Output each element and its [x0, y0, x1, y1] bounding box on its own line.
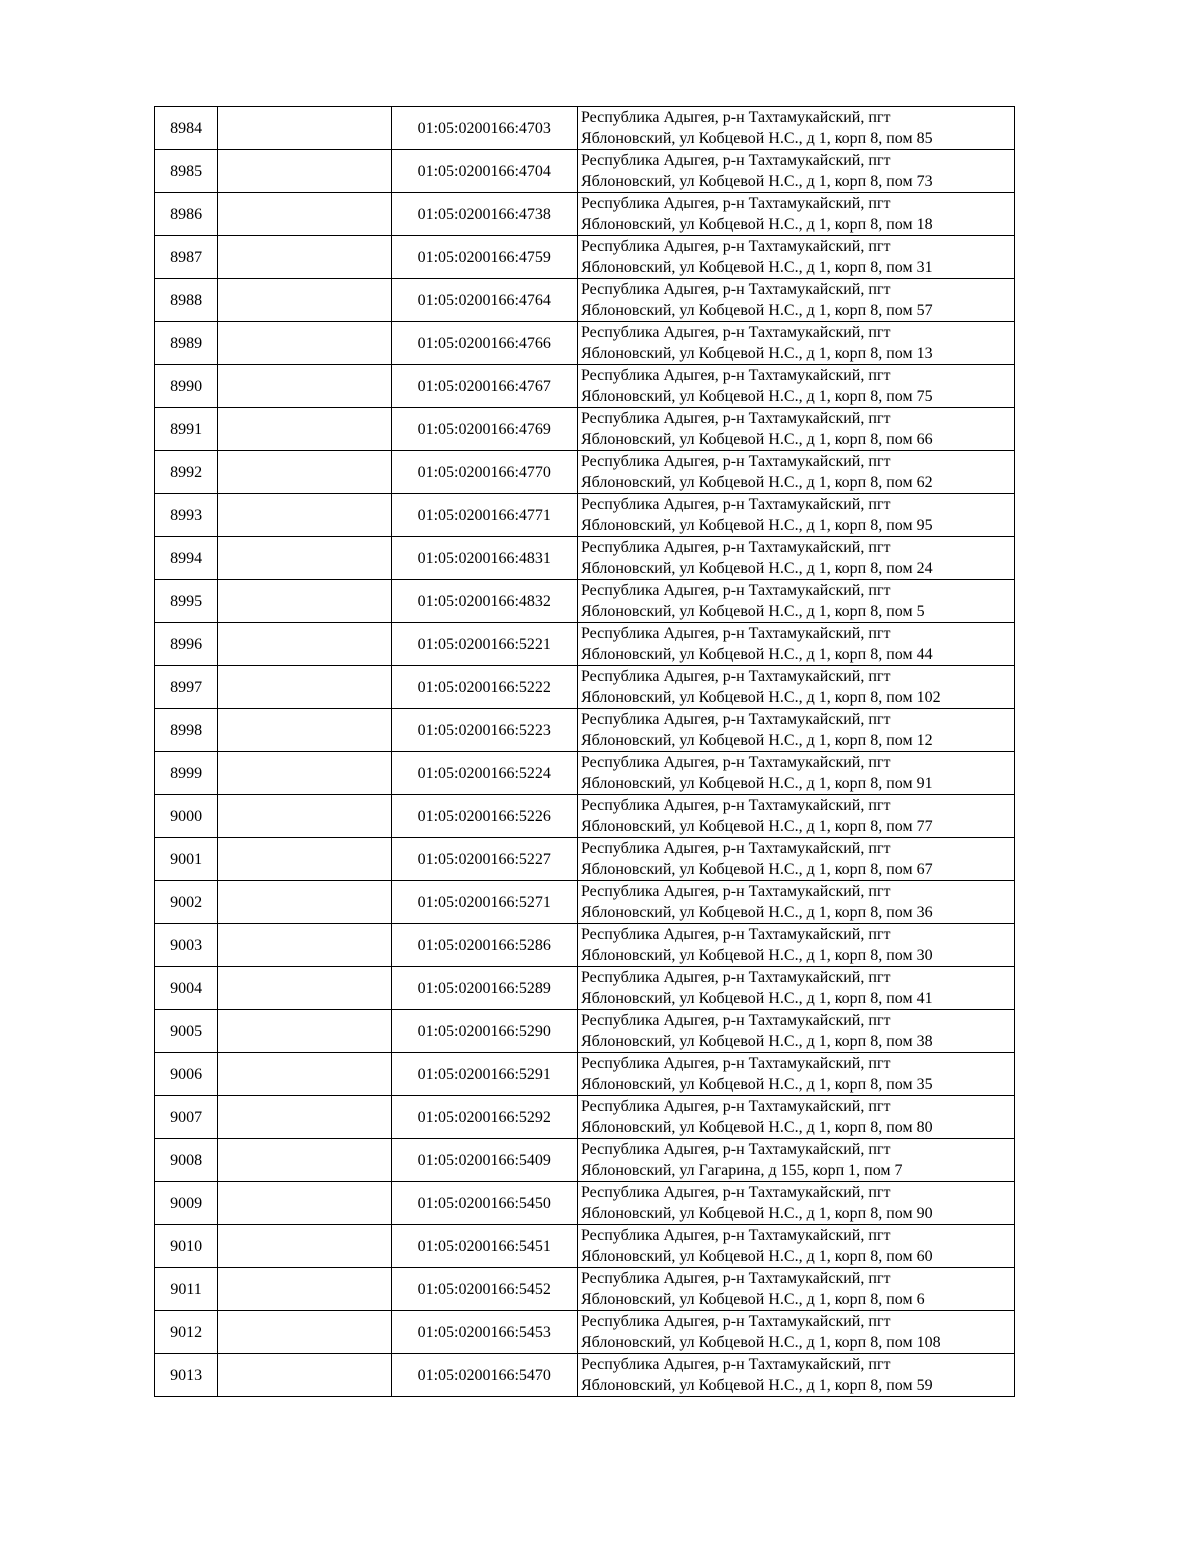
address-line-1: Республика Адыгея, р-н Тахтамукайский, пгт [580, 109, 891, 126]
table-row [155, 795, 1015, 838]
address-line-2: Яблоновский, ул Кобцевой Н.С., д 1, корп 8, пом 5 [580, 603, 925, 620]
row-number-cell: 8984 [155, 107, 218, 150]
owner-cell [218, 451, 391, 494]
address-cell [577, 881, 1014, 924]
address-line-1: Республика Адыгея, р-н Тахтамукайский, пгт [580, 1270, 891, 1287]
table-row [155, 279, 1015, 322]
address-line-1: Республика Адыгея, р-н Тахтамукайский, пгт [580, 1012, 891, 1029]
address-line-2: Яблоновский, ул Кобцевой Н.С., д 1, корп 8, пом 38 [580, 1033, 933, 1050]
address-cell [577, 967, 1014, 1010]
address-line-2: Яблоновский, ул Кобцевой Н.С., д 1, корп 8, пом 95 [580, 517, 933, 534]
address-cell [577, 795, 1014, 838]
address-line-2: Яблоновский, ул Кобцевой Н.С., д 1, корп 8, пом 80 [580, 1119, 933, 1136]
cadastral-number-cell: 01:05:0200166:5286 [391, 924, 577, 967]
row-number-cell: 9005 [155, 1010, 218, 1053]
registry-table [154, 106, 1015, 1397]
row-number-cell: 8989 [155, 322, 218, 365]
address-cell [577, 365, 1014, 408]
cadastral-number-cell: 01:05:0200166:4704 [391, 150, 577, 193]
cadastral-number-cell: 01:05:0200166:4766 [391, 322, 577, 365]
cadastral-number-cell: 01:05:0200166:4769 [391, 408, 577, 451]
cadastral-number-cell: 01:05:0200166:4738 [391, 193, 577, 236]
address-cell [577, 623, 1014, 666]
address-cell [577, 150, 1014, 193]
table-row [155, 580, 1015, 623]
row-number-cell: 9001 [155, 838, 218, 881]
owner-cell [218, 1268, 391, 1311]
address-line-2: Яблоновский, ул Кобцевой Н.С., д 1, корп 8, пом 36 [580, 904, 933, 921]
table-row [155, 408, 1015, 451]
owner-cell [218, 1096, 391, 1139]
row-number-cell: 9003 [155, 924, 218, 967]
owner-cell [218, 1311, 391, 1354]
table-row [155, 709, 1015, 752]
owner-cell [218, 279, 391, 322]
address-line-2: Яблоновский, ул Кобцевой Н.С., д 1, корп 8, пом 12 [580, 732, 933, 749]
cadastral-number-cell: 01:05:0200166:5227 [391, 838, 577, 881]
address-line-1: Республика Адыгея, р-н Тахтамукайский, пгт [580, 1055, 891, 1072]
address-line-2: Яблоновский, ул Кобцевой Н.С., д 1, корп 8, пом 67 [580, 861, 933, 878]
address-line-1: Республика Адыгея, р-н Тахтамукайский, пгт [580, 926, 891, 943]
address-line-1: Республика Адыгея, р-н Тахтамукайский, пгт [580, 1227, 891, 1244]
cadastral-number-cell: 01:05:0200166:4771 [391, 494, 577, 537]
address-line-1: Республика Адыгея, р-н Тахтамукайский, пгт [580, 195, 891, 212]
address-cell [577, 537, 1014, 580]
address-line-1: Республика Адыгея, р-н Тахтамукайский, пгт [580, 496, 891, 513]
address-line-1: Республика Адыгея, р-н Тахтамукайский, пгт [580, 582, 891, 599]
owner-cell [218, 494, 391, 537]
address-line-1: Республика Адыгея, р-н Тахтамукайский, пгт [580, 453, 891, 470]
row-number-cell: 9004 [155, 967, 218, 1010]
row-number-cell: 9012 [155, 1311, 218, 1354]
row-number-cell: 8994 [155, 537, 218, 580]
table-row [155, 193, 1015, 236]
address-cell [577, 1268, 1014, 1311]
row-number-cell: 8998 [155, 709, 218, 752]
table-row [155, 1139, 1015, 1182]
row-number-cell: 8986 [155, 193, 218, 236]
address-cell [577, 1354, 1014, 1397]
address-line-2: Яблоновский, ул Кобцевой Н.С., д 1, корп 8, пом 57 [580, 302, 933, 319]
address-line-2: Яблоновский, ул Кобцевой Н.С., д 1, корп 8, пом 91 [580, 775, 933, 792]
row-number-cell: 8992 [155, 451, 218, 494]
address-cell [577, 494, 1014, 537]
owner-cell [218, 365, 391, 408]
owner-cell [218, 967, 391, 1010]
owner-cell [218, 322, 391, 365]
address-cell [577, 1311, 1014, 1354]
owner-cell [218, 924, 391, 967]
address-line-2: Яблоновский, ул Кобцевой Н.С., д 1, корп 8, пом 30 [580, 947, 933, 964]
table-row [155, 322, 1015, 365]
address-line-2: Яблоновский, ул Кобцевой Н.С., д 1, корп 8, пом 73 [580, 173, 933, 190]
cadastral-number-cell: 01:05:0200166:5289 [391, 967, 577, 1010]
owner-cell [218, 795, 391, 838]
table-row [155, 365, 1015, 408]
table-row [155, 1053, 1015, 1096]
table-row [155, 236, 1015, 279]
cadastral-number-cell: 01:05:0200166:5222 [391, 666, 577, 709]
cadastral-number-cell: 01:05:0200166:5450 [391, 1182, 577, 1225]
address-cell [577, 451, 1014, 494]
row-number-cell: 9007 [155, 1096, 218, 1139]
table-row [155, 881, 1015, 924]
address-line-2: Яблоновский, ул Кобцевой Н.С., д 1, корп 8, пом 6 [580, 1291, 925, 1308]
address-line-1: Республика Адыгея, р-н Тахтамукайский, пгт [580, 969, 891, 986]
address-line-2: Яблоновский, ул Кобцевой Н.С., д 1, корп 8, пом 24 [580, 560, 933, 577]
table-row [155, 1182, 1015, 1225]
address-cell [577, 1010, 1014, 1053]
address-line-2: Яблоновский, ул Кобцевой Н.С., д 1, корп 8, пом 90 [580, 1205, 933, 1222]
address-line-2: Яблоновский, ул Кобцевой Н.С., д 1, корп 8, пом 77 [580, 818, 933, 835]
address-line-2: Яблоновский, ул Кобцевой Н.С., д 1, корп 8, пом 62 [580, 474, 933, 491]
address-cell [577, 107, 1014, 150]
address-line-2: Яблоновский, ул Кобцевой Н.С., д 1, корп 8, пом 59 [580, 1377, 933, 1394]
row-number-cell: 8997 [155, 666, 218, 709]
owner-cell [218, 1354, 391, 1397]
owner-cell [218, 623, 391, 666]
row-number-cell: 9011 [155, 1268, 218, 1311]
address-line-2: Яблоновский, ул Кобцевой Н.С., д 1, корп 8, пом 44 [580, 646, 933, 663]
table-row [155, 537, 1015, 580]
address-line-2: Яблоновский, ул Кобцевой Н.С., д 1, корп 8, пом 75 [580, 388, 933, 405]
owner-cell [218, 408, 391, 451]
owner-cell [218, 193, 391, 236]
owner-cell [218, 236, 391, 279]
row-number-cell: 8985 [155, 150, 218, 193]
cadastral-number-cell: 01:05:0200166:4703 [391, 107, 577, 150]
address-line-2: Яблоновский, ул Гагарина, д 155, корп 1, пом 7 [580, 1162, 903, 1179]
cadastral-number-cell: 01:05:0200166:5292 [391, 1096, 577, 1139]
cadastral-number-cell: 01:05:0200166:5223 [391, 709, 577, 752]
address-line-1: Республика Адыгея, р-н Тахтамукайский, пгт [580, 410, 891, 427]
address-cell [577, 924, 1014, 967]
cadastral-number-cell: 01:05:0200166:4832 [391, 580, 577, 623]
address-cell [577, 838, 1014, 881]
address-cell [577, 279, 1014, 322]
cadastral-number-cell: 01:05:0200166:5224 [391, 752, 577, 795]
address-cell [577, 1096, 1014, 1139]
table-row [155, 1311, 1015, 1354]
address-cell [577, 236, 1014, 279]
address-line-1: Республика Адыгея, р-н Тахтамукайский, пгт [580, 539, 891, 556]
cadastral-number-cell: 01:05:0200166:5451 [391, 1225, 577, 1268]
owner-cell [218, 709, 391, 752]
row-number-cell: 9006 [155, 1053, 218, 1096]
address-line-1: Республика Адыгея, р-н Тахтамукайский, пгт [580, 711, 891, 728]
table-row [155, 1225, 1015, 1268]
table-row [155, 1096, 1015, 1139]
owner-cell [218, 1010, 391, 1053]
address-cell [577, 752, 1014, 795]
address-line-1: Республика Адыгея, р-н Тахтамукайский, пгт [580, 840, 891, 857]
address-line-1: Республика Адыгея, р-н Тахтамукайский, пгт [580, 754, 891, 771]
address-cell [577, 322, 1014, 365]
address-cell [577, 193, 1014, 236]
owner-cell [218, 580, 391, 623]
address-line-1: Республика Адыгея, р-н Тахтамукайский, пгт [580, 367, 891, 384]
address-line-1: Республика Адыгея, р-н Тахтамукайский, пгт [580, 1184, 891, 1201]
address-line-1: Республика Адыгея, р-н Тахтамукайский, пгт [580, 238, 891, 255]
address-cell [577, 709, 1014, 752]
row-number-cell: 8993 [155, 494, 218, 537]
cadastral-number-cell: 01:05:0200166:4759 [391, 236, 577, 279]
cadastral-number-cell: 01:05:0200166:5226 [391, 795, 577, 838]
cadastral-number-cell: 01:05:0200166:4764 [391, 279, 577, 322]
owner-cell [218, 107, 391, 150]
table-row [155, 623, 1015, 666]
address-line-2: Яблоновский, ул Кобцевой Н.С., д 1, корп 8, пом 31 [580, 259, 933, 276]
address-line-2: Яблоновский, ул Кобцевой Н.С., д 1, корп 8, пом 85 [580, 130, 933, 147]
row-number-cell: 8987 [155, 236, 218, 279]
table-row [155, 494, 1015, 537]
table-row [155, 924, 1015, 967]
address-line-1: Республика Адыгея, р-н Тахтамукайский, пгт [580, 797, 891, 814]
address-line-1: Республика Адыгея, р-н Тахтамукайский, пгт [580, 1313, 891, 1330]
owner-cell [218, 1139, 391, 1182]
address-line-2: Яблоновский, ул Кобцевой Н.С., д 1, корп 8, пом 35 [580, 1076, 933, 1093]
address-line-2: Яблоновский, ул Кобцевой Н.С., д 1, корп 8, пом 66 [580, 431, 933, 448]
row-number-cell: 9002 [155, 881, 218, 924]
table-row [155, 451, 1015, 494]
owner-cell [218, 1225, 391, 1268]
address-line-2: Яблоновский, ул Кобцевой Н.С., д 1, корп 8, пом 108 [580, 1334, 941, 1351]
table-row [155, 838, 1015, 881]
address-line-1: Республика Адыгея, р-н Тахтамукайский, пгт [580, 883, 891, 900]
address-cell [577, 1182, 1014, 1225]
address-line-1: Республика Адыгея, р-н Тахтамукайский, пгт [580, 1356, 891, 1373]
table-row [155, 1010, 1015, 1053]
row-number-cell: 8995 [155, 580, 218, 623]
address-line-1: Республика Адыгея, р-н Тахтамукайский, пгт [580, 1141, 891, 1158]
address-cell [577, 408, 1014, 451]
table-row [155, 1268, 1015, 1311]
address-cell [577, 1053, 1014, 1096]
table-row [155, 1354, 1015, 1397]
row-number-cell: 8991 [155, 408, 218, 451]
address-line-1: Республика Адыгея, р-н Тахтамукайский, пгт [580, 625, 891, 642]
cadastral-number-cell: 01:05:0200166:4831 [391, 537, 577, 580]
address-line-2: Яблоновский, ул Кобцевой Н.С., д 1, корп 8, пом 18 [580, 216, 933, 233]
cadastral-number-cell: 01:05:0200166:5409 [391, 1139, 577, 1182]
table-row [155, 967, 1015, 1010]
owner-cell [218, 752, 391, 795]
row-number-cell: 8988 [155, 279, 218, 322]
address-cell [577, 1139, 1014, 1182]
row-number-cell: 9000 [155, 795, 218, 838]
owner-cell [218, 838, 391, 881]
row-number-cell: 8996 [155, 623, 218, 666]
address-line-2: Яблоновский, ул Кобцевой Н.С., д 1, корп 8, пом 13 [580, 345, 933, 362]
cadastral-number-cell: 01:05:0200166:5271 [391, 881, 577, 924]
row-number-cell: 9010 [155, 1225, 218, 1268]
table-row [155, 150, 1015, 193]
address-cell [577, 580, 1014, 623]
row-number-cell: 8999 [155, 752, 218, 795]
owner-cell [218, 537, 391, 580]
cadastral-number-cell: 01:05:0200166:5452 [391, 1268, 577, 1311]
cadastral-number-cell: 01:05:0200166:5221 [391, 623, 577, 666]
owner-cell [218, 1182, 391, 1225]
address-line-1: Республика Адыгея, р-н Тахтамукайский, пгт [580, 152, 891, 169]
owner-cell [218, 881, 391, 924]
address-line-2: Яблоновский, ул Кобцевой Н.С., д 1, корп 8, пом 102 [580, 689, 941, 706]
address-cell [577, 1225, 1014, 1268]
row-number-cell: 9013 [155, 1354, 218, 1397]
address-line-2: Яблоновский, ул Кобцевой Н.С., д 1, корп 8, пом 60 [580, 1248, 933, 1265]
cadastral-number-cell: 01:05:0200166:5453 [391, 1311, 577, 1354]
address-line-1: Республика Адыгея, р-н Тахтамукайский, пгт [580, 668, 891, 685]
registry-table-body [155, 107, 1015, 1397]
table-row [155, 107, 1015, 150]
owner-cell [218, 1053, 391, 1096]
owner-cell [218, 150, 391, 193]
cadastral-number-cell: 01:05:0200166:5470 [391, 1354, 577, 1397]
address-line-1: Республика Адыгея, р-н Тахтамукайский, пгт [580, 324, 891, 341]
table-row [155, 752, 1015, 795]
cadastral-number-cell: 01:05:0200166:5291 [391, 1053, 577, 1096]
owner-cell [218, 666, 391, 709]
table-row [155, 666, 1015, 709]
row-number-cell: 9009 [155, 1182, 218, 1225]
cadastral-number-cell: 01:05:0200166:4767 [391, 365, 577, 408]
address-line-1: Республика Адыгея, р-н Тахтамукайский, пгт [580, 1098, 891, 1115]
row-number-cell: 8990 [155, 365, 218, 408]
row-number-cell: 9008 [155, 1139, 218, 1182]
address-line-1: Республика Адыгея, р-н Тахтамукайский, пгт [580, 281, 891, 298]
cadastral-number-cell: 01:05:0200166:5290 [391, 1010, 577, 1053]
cadastral-number-cell: 01:05:0200166:4770 [391, 451, 577, 494]
address-line-2: Яблоновский, ул Кобцевой Н.С., д 1, корп 8, пом 41 [580, 990, 933, 1007]
address-cell [577, 666, 1014, 709]
